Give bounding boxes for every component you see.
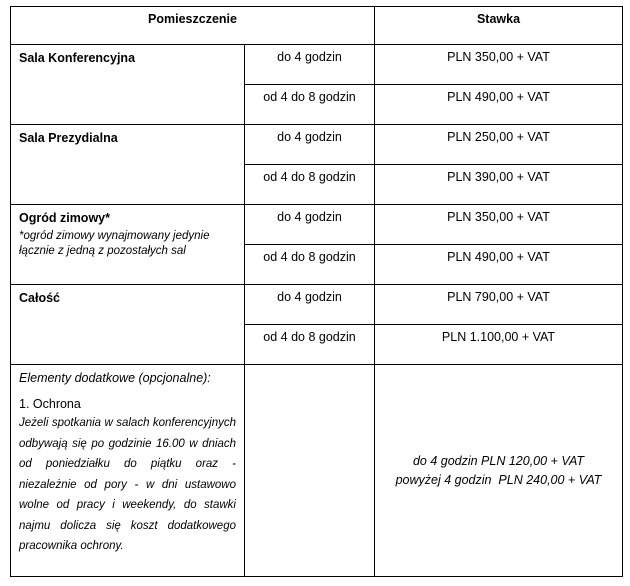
- room-note: *ogród zimowy wynajmowany jedynie łącznie z jedną z pozostałych sal: [19, 230, 210, 257]
- extras-rate-line: powyżej 4 godzin PLN 240,00 + VAT: [395, 472, 602, 487]
- room-name: Całość: [19, 291, 60, 305]
- table-row: [11, 285, 623, 325]
- room-name-cell: [11, 285, 245, 365]
- duration-cell: do 4 godzin: [245, 205, 375, 245]
- rate-cell: PLN 350,00 + VAT: [375, 205, 623, 245]
- room-name-cell: [11, 205, 245, 285]
- extras-title: Elementy dodatkowe (opcjonalne):: [19, 371, 211, 385]
- header-rate: Stawka: [375, 7, 623, 45]
- duration-cell: do 4 godzin: [245, 45, 375, 85]
- table-row: [11, 45, 623, 85]
- rate-cell: PLN 490,00 + VAT: [375, 245, 623, 285]
- rate-cell: PLN 390,00 + VAT: [375, 165, 623, 205]
- duration-cell: od 4 do 8 godzin: [245, 85, 375, 125]
- price-table: [10, 6, 623, 577]
- room-name: Ogród zimowy*: [19, 211, 110, 225]
- header-row: [11, 7, 623, 45]
- table-row: [11, 205, 623, 245]
- duration-cell: do 4 godzin: [245, 125, 375, 165]
- extras-item: 1. Ochrona: [19, 397, 81, 411]
- rate-cell: PLN 490,00 + VAT: [375, 85, 623, 125]
- header-room: Pomieszczenie: [11, 7, 375, 45]
- rate-cell: PLN 250,00 + VAT: [375, 125, 623, 165]
- room-name: Sala Konferencyjna: [19, 51, 136, 65]
- rate-cell: PLN 790,00 + VAT: [375, 285, 623, 325]
- duration-cell: do 4 godzin: [245, 285, 375, 325]
- extras-description: Jeżeli spotkania w salach konferencyjnych odbywają się po godzinie 16.00 w dniach od poniedziałku do piątku oraz - niezależnie od pory - w dni ustawowo wolne od pracy i weekendy, do stawki najmu dolicza się koszt dodatkowego pracownika ochrony.: [19, 417, 236, 552]
- extras-rate-cell: [375, 365, 623, 577]
- table-row: [11, 125, 623, 165]
- duration-cell: od 4 do 8 godzin: [245, 165, 375, 205]
- duration-cell: od 4 do 8 godzin: [245, 245, 375, 285]
- room-name-cell: [11, 125, 245, 205]
- extras-rate-line: do 4 godzin PLN 120,00 + VAT: [412, 453, 585, 468]
- room-name-cell: [11, 45, 245, 125]
- extras-row: [11, 365, 623, 577]
- rate-cell: PLN 350,00 + VAT: [375, 45, 623, 85]
- extras-empty-cell: [245, 365, 375, 577]
- duration-cell: od 4 do 8 godzin: [245, 325, 375, 365]
- extras-cell: [11, 365, 245, 577]
- rate-cell: PLN 1.100,00 + VAT: [375, 325, 623, 365]
- room-name: Sala Prezydialna: [19, 131, 118, 145]
